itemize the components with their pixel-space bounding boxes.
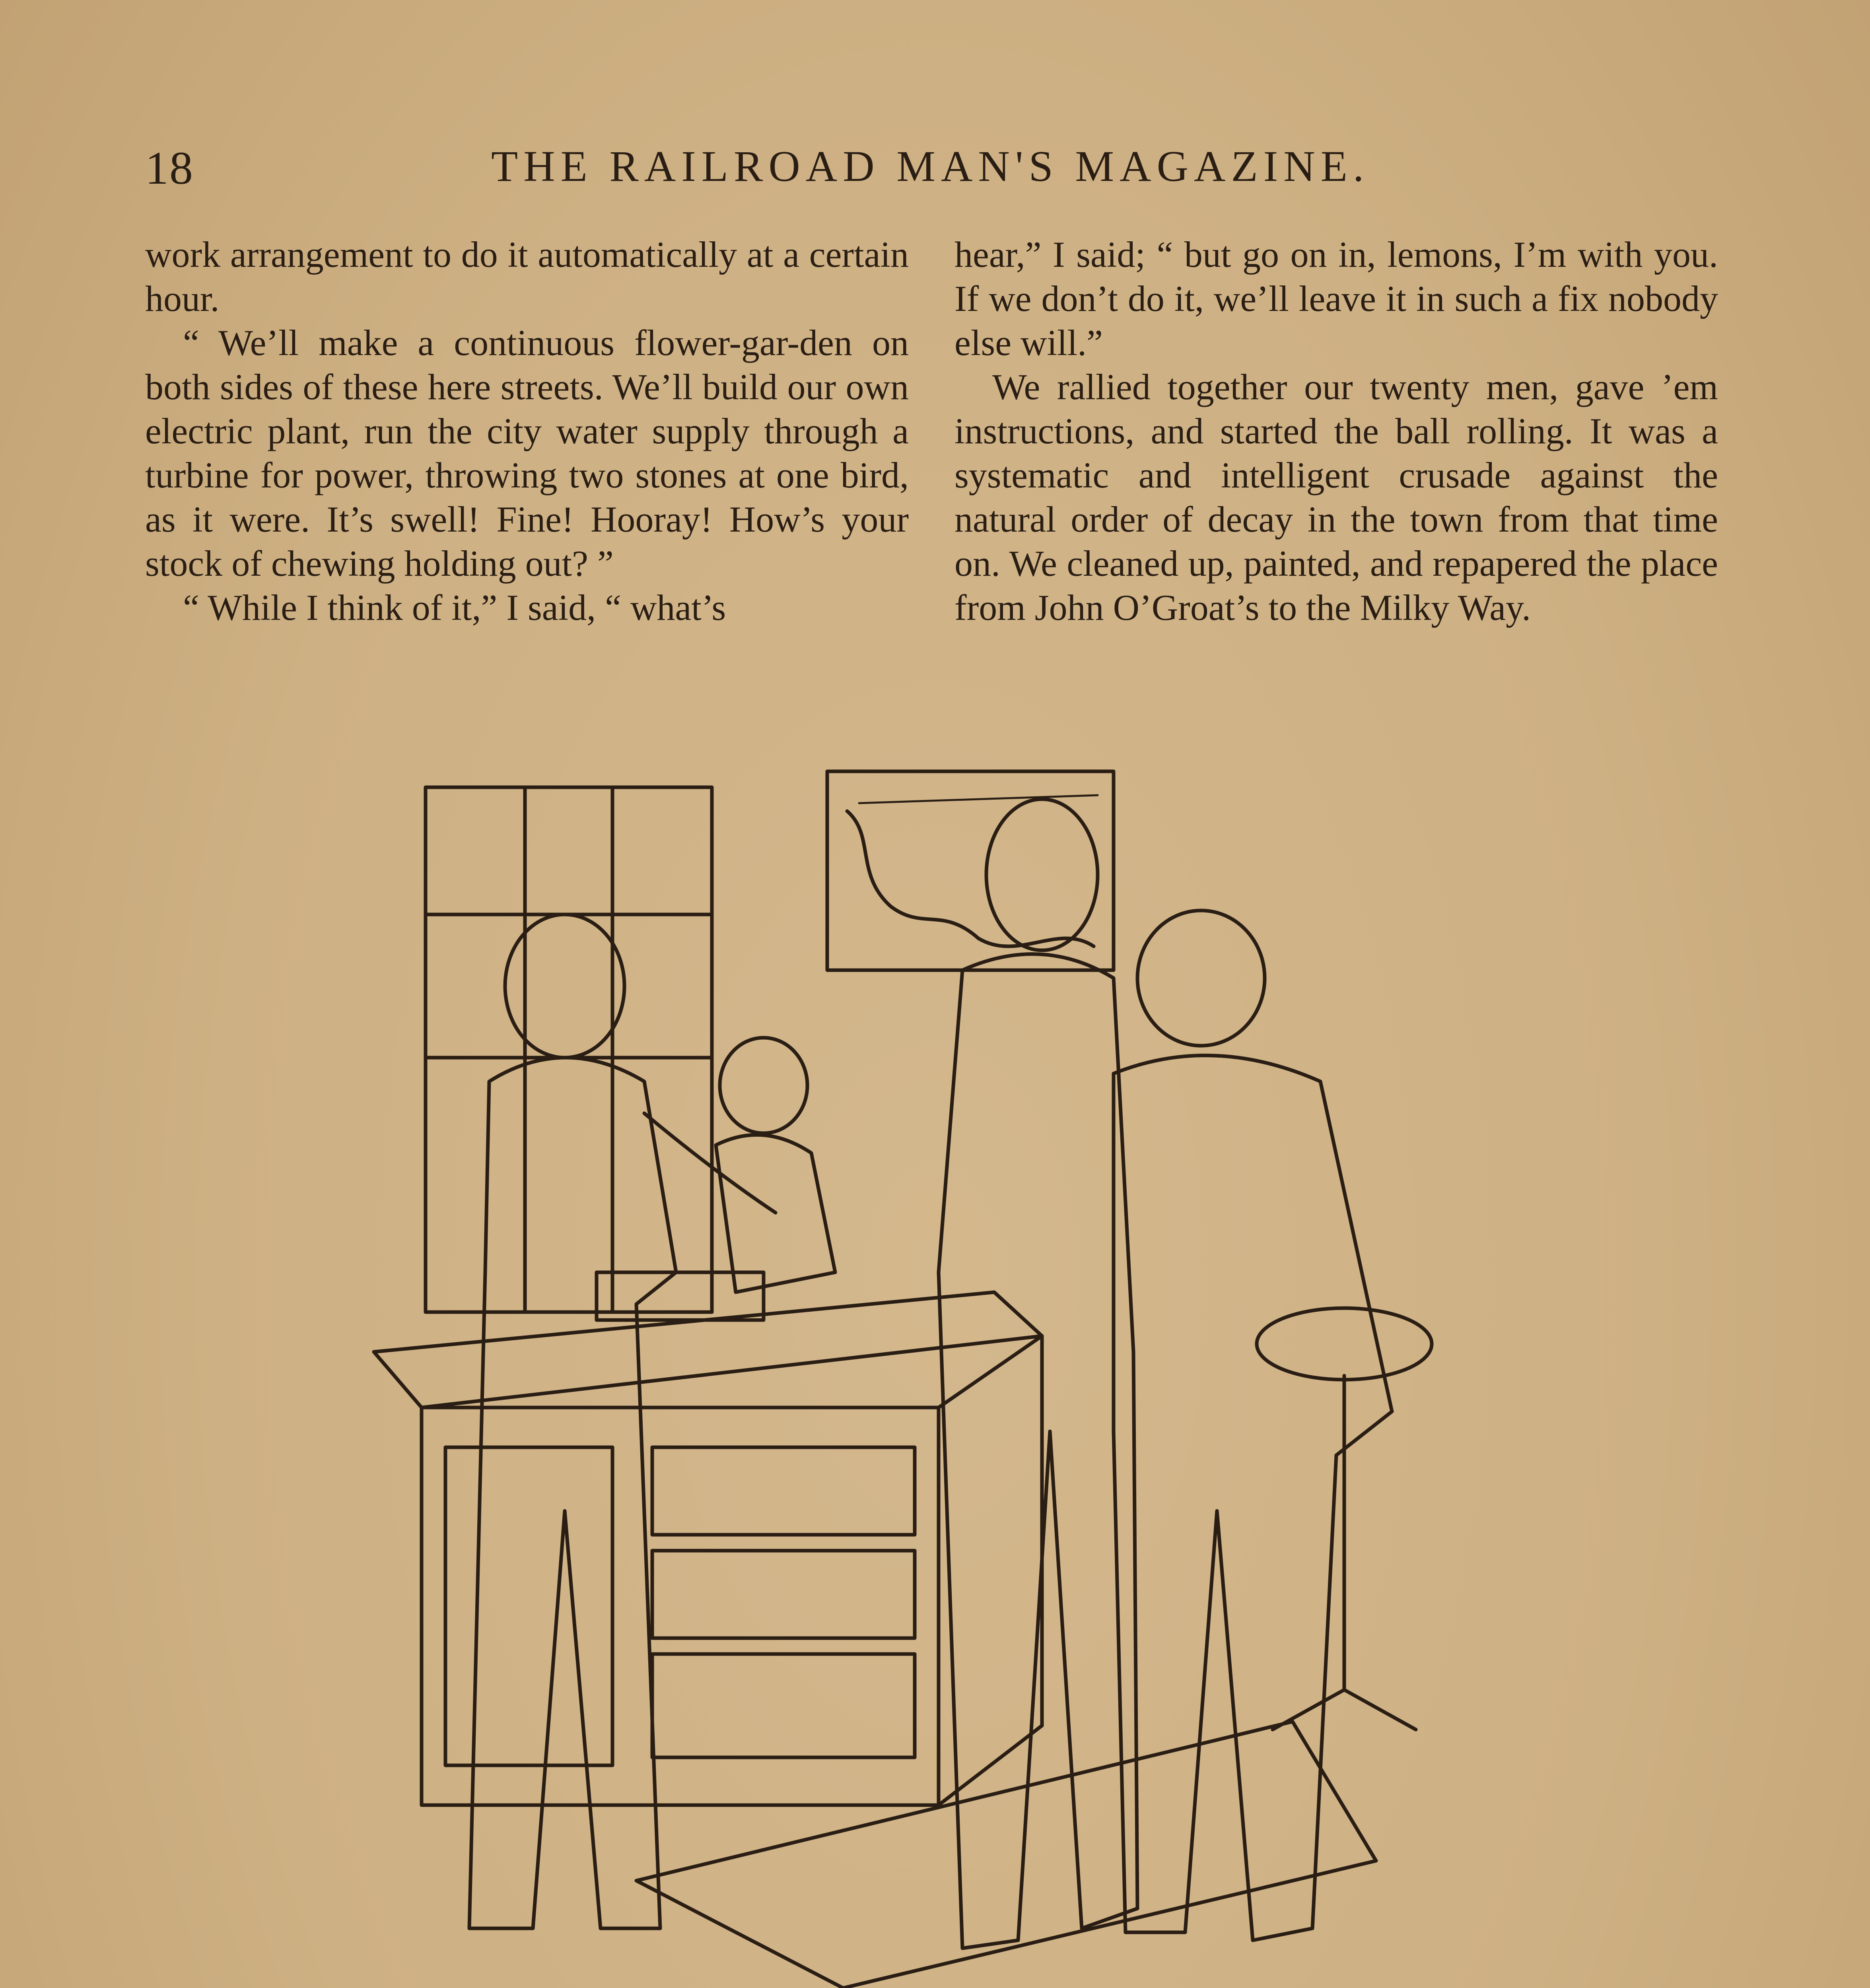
running-head [145,141,1726,201]
paragraph: hear,” I said; “ but go on in, lemons, I’m with you. If we don’t do it, we’ll leave it in such a fix nobody else will.” [954,234,1718,363]
paragraph: “ While I think of it,” I said, “ what’s [183,587,726,628]
paragraph: “ We’ll make a continuous flower-gar-den on both sides of these here streets. We’ll build our own electric plant, run the city water supply through a turbine for power, throwing two stones at one bird, as it were. It’s swell! Fine! Hooray! How’s your stock of chewing holding out? ” [145,322,909,584]
office-chair [1257,1308,1432,1730]
rug [636,1722,1376,1988]
paragraph: We rallied together our twenty men, gave ’em instructions, and started the ball rolling. It was a systematic and intelligent crusade against the natural order of decay in the town from that time on. We cleaned up, painted, and repapered the place from John O’Groat’s to the Milky Way. [954,367,1718,628]
magazine-title: THE RAILROAD MAN'S MAGAZINE. [491,142,1370,190]
seated-figure [716,1038,835,1292]
office-scene-illustration [358,755,1511,1988]
top-left-column [145,233,909,630]
stout-figure [1114,911,1392,1940]
left-figure [469,914,776,1928]
top-right-column [954,233,1718,630]
page-number: 18 [145,142,194,194]
paragraph: work arrangement to do it automatically at a certain hour. [145,234,909,319]
